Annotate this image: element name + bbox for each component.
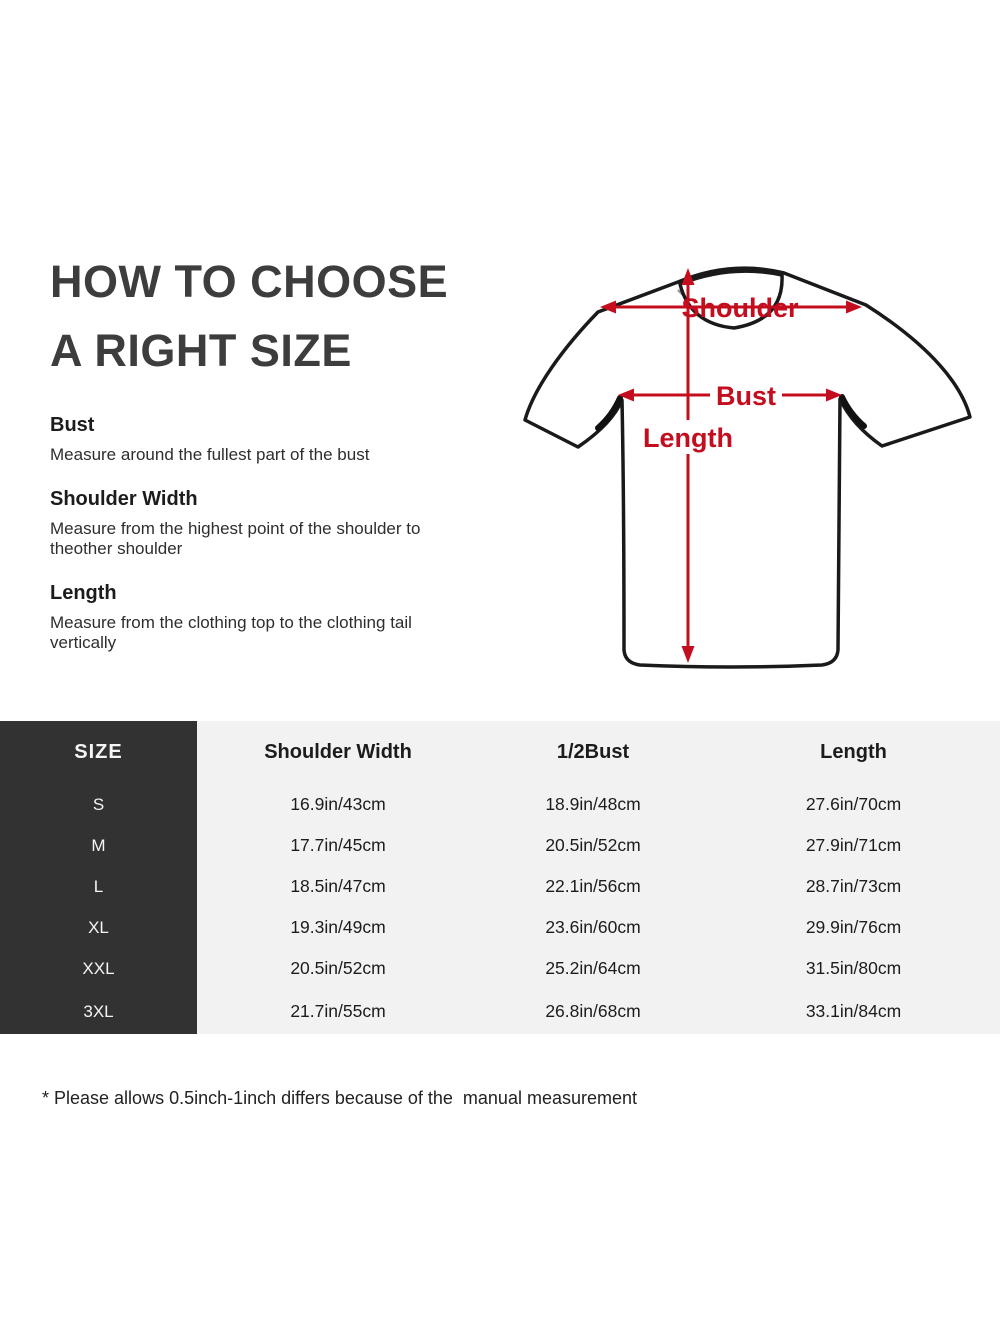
table-row-l bbox=[0, 866, 1000, 907]
cell-size: S bbox=[0, 784, 197, 825]
cell-size: XXL bbox=[0, 948, 197, 989]
cell-shoulder: 21.7in/55cm bbox=[197, 989, 479, 1034]
instruction-bust-term: Bust bbox=[50, 414, 95, 436]
table-row-s bbox=[0, 784, 1000, 825]
tshirt-outline bbox=[525, 268, 970, 667]
instruction-shoulder-width-desc: Measure from the highest point of the shoulder to theother shoulder bbox=[50, 519, 421, 558]
page-title bbox=[50, 247, 510, 385]
instruction-length-desc: Measure from the clothing top to the clothing tail vertically bbox=[50, 613, 412, 652]
cell-size: XL bbox=[0, 907, 197, 948]
cell-bust: 26.8in/68cm bbox=[479, 989, 707, 1034]
cell-length: 28.7in/73cm bbox=[707, 866, 1000, 907]
tshirt-diagram bbox=[518, 248, 982, 690]
cell-shoulder: 17.7in/45cm bbox=[197, 825, 479, 866]
measure-instructions bbox=[50, 414, 432, 676]
instruction-shoulder-width bbox=[50, 488, 432, 559]
cell-length: 29.9in/76cm bbox=[707, 907, 1000, 948]
bust-label: Bust bbox=[716, 381, 776, 411]
header-half-bust: 1/2Bust bbox=[479, 721, 707, 784]
instruction-bust bbox=[50, 414, 432, 465]
cell-bust: 23.6in/60cm bbox=[479, 907, 707, 948]
cell-shoulder: 18.5in/47cm bbox=[197, 866, 479, 907]
cell-size: L bbox=[0, 866, 197, 907]
header-size: SIZE bbox=[0, 721, 197, 784]
table-row-3xl bbox=[0, 989, 1000, 1034]
shoulder-label: Shoulder bbox=[681, 293, 799, 323]
instruction-length bbox=[50, 582, 432, 653]
size-table bbox=[0, 721, 1000, 1034]
header-length: Length bbox=[707, 721, 1000, 784]
cell-length: 33.1in/84cm bbox=[707, 989, 1000, 1034]
header-shoulder-width: Shoulder Width bbox=[197, 721, 479, 784]
page-title-line2: A RIGHT SIZE bbox=[50, 325, 352, 376]
instruction-bust-desc: Measure around the fullest part of the bust bbox=[50, 445, 370, 464]
size-table-header-row bbox=[0, 721, 1000, 784]
cell-size: 3XL bbox=[0, 989, 197, 1034]
table-row-xl bbox=[0, 907, 1000, 948]
instruction-shoulder-width-term: Shoulder Width bbox=[50, 488, 198, 510]
cell-bust: 25.2in/64cm bbox=[479, 948, 707, 989]
table-row-m bbox=[0, 825, 1000, 866]
cell-length: 31.5in/80cm bbox=[707, 948, 1000, 989]
cell-shoulder: 20.5in/52cm bbox=[197, 948, 479, 989]
cell-length: 27.6in/70cm bbox=[707, 784, 1000, 825]
cell-bust: 20.5in/52cm bbox=[479, 825, 707, 866]
cell-length: 27.9in/71cm bbox=[707, 825, 1000, 866]
cell-bust: 18.9in/48cm bbox=[479, 784, 707, 825]
measurement-footnote: * Please allows 0.5inch-1inch differs because of the manual measurement bbox=[42, 1088, 638, 1108]
cell-shoulder: 19.3in/49cm bbox=[197, 907, 479, 948]
cell-shoulder: 16.9in/43cm bbox=[197, 784, 479, 825]
cell-bust: 22.1in/56cm bbox=[479, 866, 707, 907]
length-label: Length bbox=[643, 423, 733, 453]
instruction-length-term: Length bbox=[50, 582, 117, 604]
cell-size: M bbox=[0, 825, 197, 866]
page-title-line1: HOW TO CHOOSE bbox=[50, 256, 449, 307]
table-row-xxl bbox=[0, 948, 1000, 989]
